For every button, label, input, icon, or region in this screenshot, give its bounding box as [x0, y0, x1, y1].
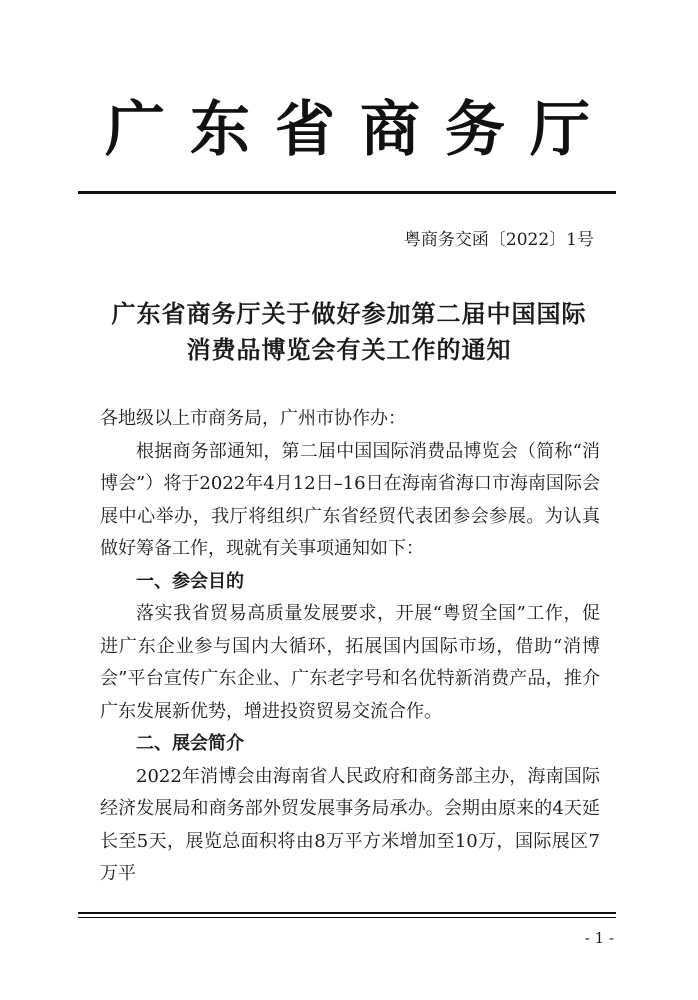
document-number: 粤商务交函〔2022〕1号: [403, 230, 594, 250]
footer-divider-line: [78, 912, 616, 914]
page-number: - 1 -: [584, 929, 614, 947]
section-heading-overview: 二、展会简介: [136, 733, 244, 754]
document-title-line-2: 消费品博览会有关工作的通知: [186, 335, 512, 364]
document-title: [0, 296, 698, 368]
document-body: [100, 403, 600, 891]
paragraph-overview: 2022年消博会由海南省人民政府和商务部主办，海南国际经济发展局和商务部外贸发展事务局承办。会期由原来的4天延长至5天，展览总面积将由8万平方米增加至10万，国际展区7万平: [100, 765, 600, 884]
paragraph-purpose: 落实我省贸易高质量发展要求，开展“粤贸全国”工作，促进广东企业参与国内大循环，拓展国内国际市场，借助“消博会”平台宣传广东企业、广东老字号和名优特新消费产品，推介广东发展新优势，增进投资贸易交流合作。: [100, 603, 600, 722]
paragraph-intro: 根据商务部通知，第二届中国国际消费品博览会（简称“消博会”）将于2022年4月12日–16日在海南省海口市海南国际会展中心举办，我厅将组织广东省经贸代表团参会参展。为认真做好筹备工作，现就有关事项通知如下：: [100, 440, 600, 559]
section-heading-purpose: 一、参会目的: [136, 570, 244, 592]
document-title-line-1: 广东省商务厅关于做好参加第二届中国国际: [111, 299, 587, 328]
agency-header-title: 广东省商务厅: [105, 95, 615, 165]
salutation: 各地级以上市商务局，广州市协作办：: [100, 408, 406, 429]
footer-divider-line-thin: [78, 917, 616, 918]
header-divider-line: [78, 191, 616, 194]
